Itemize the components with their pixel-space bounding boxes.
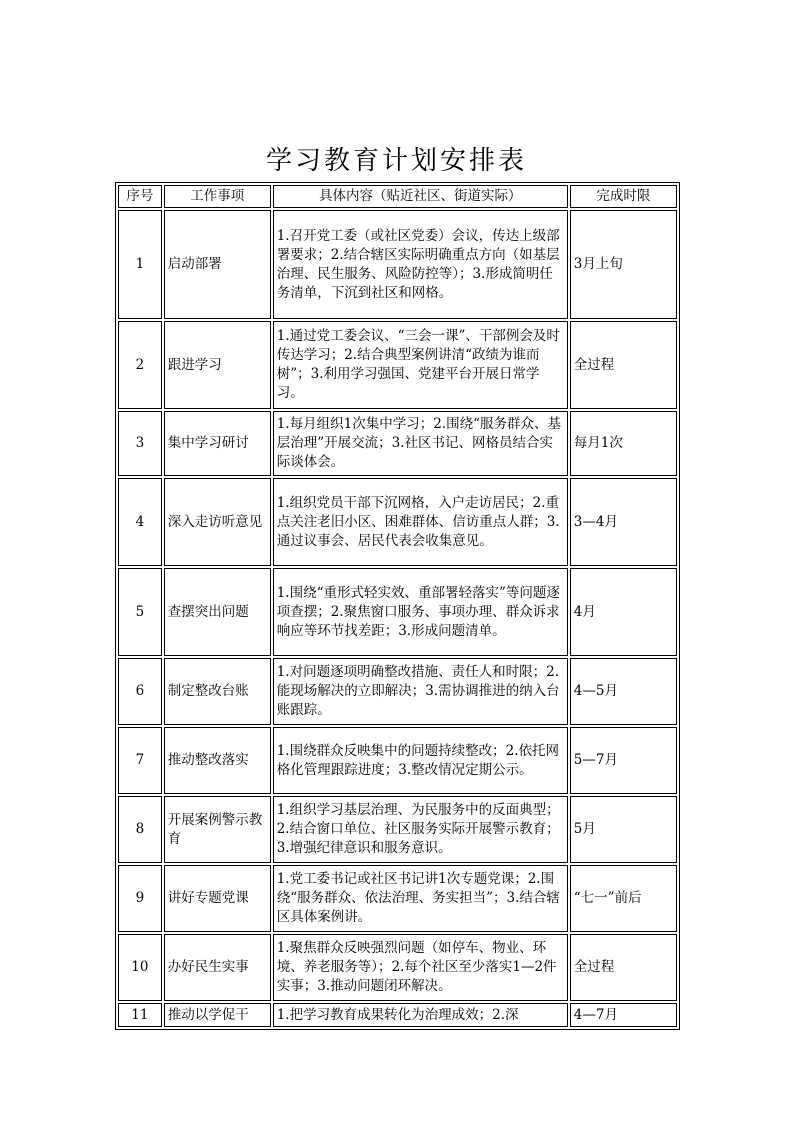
row-content: 1.组织党员干部下沉网格，入户走访居民；2.重点关注老旧小区、困难群体、信访重点人群；3.通过议事会、居民代表会收集意见。 [273,478,568,566]
header-deadline: 完成时限 [570,185,677,208]
row-content: 1.党工委书记或社区书记讲1次专题党课；2.围绕“服务群众、依法治理、务实担当”；3.结合辖区具体案例讲。 [273,865,568,932]
row-item: 推动整改落实 [164,727,271,794]
row-deadline: 4—7月 [570,1003,677,1027]
row-number: 5 [118,568,162,656]
row-item: 办好民生实事 [164,934,271,1001]
row-deadline: 4月 [570,568,677,656]
row-content: 1.对问题逐项明确整改措施、责任人和时限；2.能现场解决的立即解决；3.需协调推进的纳入台账跟踪。 [273,658,568,725]
row-number: 3 [118,411,162,476]
table-body [118,210,677,1027]
table-row [118,478,677,566]
table-row [118,210,677,319]
row-content: 1.把学习教育成果转化为治理成效；2.深 [273,1003,568,1027]
table-row [118,934,677,1001]
row-content: 1.组织学习基层治理、为民服务中的反面典型；2.结合窗口单位、社区服务实际开展警示教育；3.增强纪律意识和服务意识。 [273,796,568,863]
table-row [118,411,677,476]
row-content: 1.召开党工委（或社区党委）会议，传达上级部署要求；2.结合辖区实际明确重点方向（如基层治理、民生服务、风险防控等）；3.形成简明任务清单，下沉到社区和网格。 [273,210,568,319]
plan-table [115,182,680,1030]
table-row [118,727,677,794]
row-deadline: 每月1次 [570,411,677,476]
page-title: 学习教育计划安排表 [265,146,527,176]
row-number: 10 [118,934,162,1001]
row-deadline: 3月上旬 [570,210,677,319]
header-no: 序号 [118,185,162,208]
row-content: 1.通过党工委会议、“三会一课”、干部例会及时传达学习；2.结合典型案例讲清“政绩为谁而树”；3.利用学习强国、党建平台开展日常学习。 [273,321,568,409]
row-number: 1 [118,210,162,319]
row-number: 2 [118,321,162,409]
table-row [118,1003,677,1027]
row-number: 9 [118,865,162,932]
row-deadline: 4—5月 [570,658,677,725]
row-deadline: 5月 [570,796,677,863]
row-item: 深入走访听意见 [164,478,271,566]
row-number: 11 [118,1003,162,1027]
row-content: 1.围绕群众反映集中的问题持续整改；2.依托网格化管理跟踪进度；3.整改情况定期公示。 [273,727,568,794]
table-row [118,321,677,409]
row-item: 讲好专题党课 [164,865,271,932]
row-item: 推动以学促干 [164,1003,271,1027]
row-content: 1.围绕“重形式轻实效、重部署轻落实”等问题逐项查摆；2.聚焦窗口服务、事项办理、群众诉求响应等环节找差距；3.形成问题清单。 [273,568,568,656]
row-number: 6 [118,658,162,725]
table-row [118,658,677,725]
table-row [118,796,677,863]
row-item: 开展案例警示教育 [164,796,271,863]
header-item: 工作事项 [164,185,271,208]
row-deadline: 3—4月 [570,478,677,566]
row-deadline: “七一”前后 [570,865,677,932]
row-number: 4 [118,478,162,566]
row-item: 启动部署 [164,210,271,319]
table-row [118,568,677,656]
header-content: 具体内容（贴近社区、街道实际） [273,185,568,208]
row-item: 制定整改台账 [164,658,271,725]
table-header-row [118,185,677,208]
row-item: 查摆突出问题 [164,568,271,656]
row-item: 集中学习研讨 [164,411,271,476]
row-deadline: 全过程 [570,934,677,1001]
row-content: 1.聚焦群众反映强烈问题（如停车、物业、环境、养老服务等）；2.每个社区至少落实1—2件实事；3.推动问题闭环解决。 [273,934,568,1001]
row-number: 7 [118,727,162,794]
table-row [118,865,677,932]
row-deadline: 5—7月 [570,727,677,794]
row-number: 8 [118,796,162,863]
row-item: 跟进学习 [164,321,271,409]
row-deadline: 全过程 [570,321,677,409]
row-content: 1.每月组织1次集中学习；2.围绕“服务群众、基层治理”开展交流；3.社区书记、网格员结合实际谈体会。 [273,411,568,476]
